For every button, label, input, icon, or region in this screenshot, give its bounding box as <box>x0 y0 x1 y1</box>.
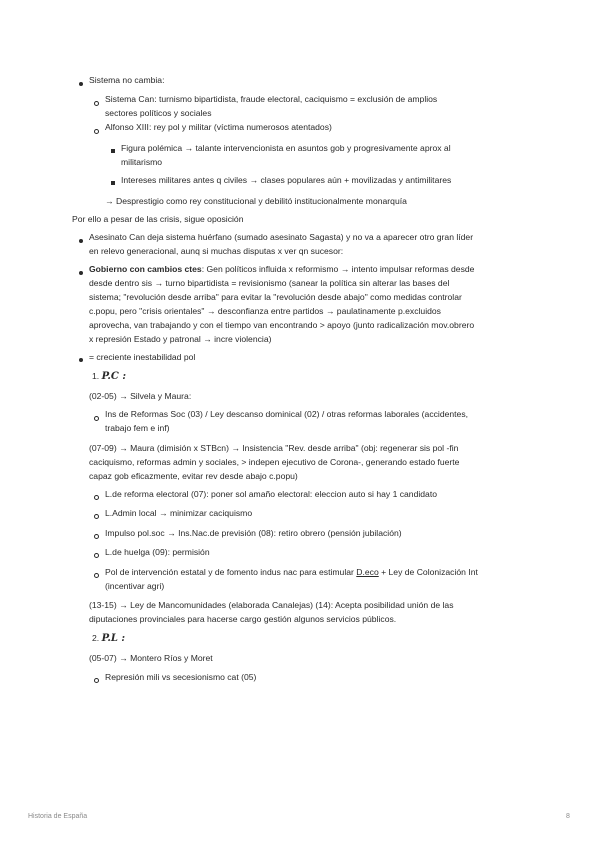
text-line: desde dentro sis → turno bipartidista = revisionismo (sanear la política sin alterar las bases del <box>89 278 450 288</box>
text-line: = creciente inestabilidad pol <box>89 352 196 362</box>
heading-label: P.L : <box>101 633 126 644</box>
bullet <box>79 358 83 362</box>
section-heading-pc <box>92 369 126 384</box>
text-span: Pol de intervención estatal y de fomento indus nac para estimular <box>105 567 357 577</box>
text-line: x represión Estado y patronal → incre violencia) <box>89 334 272 344</box>
text-line <box>89 262 474 276</box>
text-line <box>105 565 478 579</box>
section-heading-pl <box>92 631 125 646</box>
text-line: (07-09) → Maura (dimisión x STBcn) → Insistencia "Rev. desde arriba" (obj: regenerar sis pol -fin <box>89 443 459 453</box>
bullet <box>94 416 99 421</box>
text-line: Ins de Reformas Soc (03) / Ley descanso dominical (02) / otras reformas laborales (accidentes, <box>105 409 469 419</box>
bullet <box>94 534 99 539</box>
heading-number: 1. <box>92 371 100 381</box>
page-number: 8 <box>566 813 570 820</box>
underlined-term: D.eco <box>356 567 379 577</box>
heading-label: P.C : <box>101 371 127 382</box>
text-line: (02-05) → Silvela y Maura: <box>89 391 192 401</box>
text-line: Intereses militares antes q civiles → clases populares aún + movilizadas y antimilitares <box>121 175 452 185</box>
bullet <box>94 553 99 558</box>
text-span: : Gen políticos influida x reformismo → intento impulsar reformas desde <box>201 264 475 274</box>
text-line: (incentivar agri) <box>105 581 165 591</box>
footer-title: Historia de España <box>28 813 88 820</box>
text-line: en relevo generacional, aunq si muchas disputas x ver qn sucesor: <box>89 246 344 256</box>
text-line: L.Admin local → minimizar caciquismo <box>105 508 253 518</box>
text-line: capaz gob eficazmente, evitar rev desde abajo c.popu) <box>89 471 298 481</box>
bullet <box>94 678 99 683</box>
text-line: (05-07) → Montero Ríos y Moret <box>89 653 213 663</box>
text-line: sistema; "revolución desde arriba" para evitar la "revolución desde abajo" como medidas controlar <box>89 292 462 302</box>
text-line: L.de huelga (09): permisión <box>105 547 210 557</box>
text-line: aprovecha, van trabajando y con el tiempo van encontrando > apoyo (junto radicalización mov.obrero <box>89 320 475 330</box>
text-line: caciquismo, reformas admin y sociales, > indepen ejecutivo de Corona-, generando estado fuerte <box>89 457 460 467</box>
text-line: Sistema no cambia: <box>89 75 165 85</box>
text-line: Sistema Can: turnismo bipartidista, fraude electoral, caciquismo = exclusión de amplios <box>105 94 438 104</box>
text-line: Por ello a pesar de las crisis, sigue oposición <box>72 214 244 224</box>
heading-number: 2. <box>92 633 100 643</box>
bullet <box>94 514 99 519</box>
text-line: Figura polémica → talante intervencionista en asuntos gob y progresivamente aprox al <box>121 143 451 153</box>
text-line: diputaciones provinciales para hacerse cargo gestión algunos servicios públicos. <box>89 614 397 624</box>
bullet <box>79 82 83 86</box>
text-line: sectores políticos y sociales <box>105 108 212 118</box>
text-line: Represión mili vs secesionismo cat (05) <box>105 672 257 682</box>
bullet <box>79 271 83 275</box>
text-line: L.de reforma electoral (07): poner sol amaño electoral: eleccion auto si hay 1 candidato <box>105 489 438 499</box>
text-line: trabajo fem e inf) <box>105 423 170 433</box>
text-line: (13-15) → Ley de Mancomunidades (elaborada Canalejas) (14): Acepta posibilidad unión de las <box>89 600 454 610</box>
bullet <box>94 101 99 106</box>
text-line: → Desprestigio como rey constitucional y debilitó institucionalmente monarquía <box>105 196 407 206</box>
bullet <box>111 149 115 153</box>
bullet <box>111 181 115 185</box>
bullet <box>94 495 99 500</box>
text-line: Alfonso XIII: rey pol y militar (víctima numerosos atentados) <box>105 122 332 132</box>
text-span: + Ley de Colonización Int <box>378 567 478 577</box>
bullet <box>94 573 99 578</box>
text-line: c.popu, pero "crisis orientales" → desconfianza entre partidos → paulatinamente p.excluidos <box>89 306 441 316</box>
text-line: Impulso pol.soc → Ins.Nac.de previsión (08): retiro obrero (pensión jubilación) <box>105 528 402 538</box>
bullet <box>94 129 99 134</box>
bullet <box>79 239 83 243</box>
bold-term: Gobierno con cambios ctes <box>89 264 202 274</box>
text-line: militarismo <box>121 157 163 167</box>
text-line: Asesinato Can deja sistema huérfano (sumado asesinato Sagasta) y no va a aparecer otro gran líder <box>89 232 474 242</box>
